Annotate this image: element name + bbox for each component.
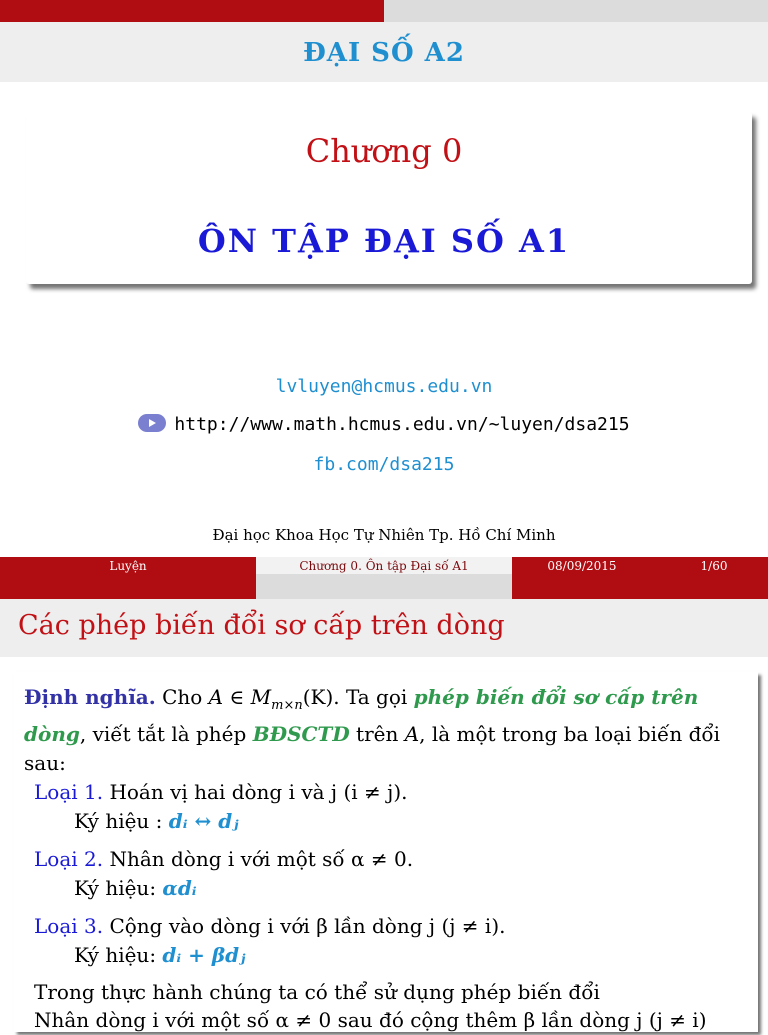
type3-text: Cộng vào dòng i với β lần dòng j (j ≠ i).: [103, 914, 506, 938]
practice-line-2: Nhân dòng i với một số α ≠ 0 sau đó cộng thêm β lần dòng j (j ≠ i): [34, 1008, 707, 1032]
chapter-title: Chương 0: [305, 132, 463, 170]
type1-symbol-label: Ký hiệu :: [74, 809, 169, 833]
chapter-subtitle: ÔN TẬP ĐẠI SỐ A1: [197, 222, 571, 260]
type1-symbol: dᵢ ↔ dⱼ: [168, 809, 239, 833]
footer-title: Chương 0. Ôn tập Đại số A1: [299, 559, 469, 573]
def-term-2: BĐSCTD: [252, 722, 350, 746]
facebook-link[interactable]: fb.com/dsa215: [313, 454, 455, 475]
type1-symbol-line: [74, 807, 768, 836]
play-icon: [138, 414, 166, 432]
type2-text: Nhân dòng i với một số α ≠ 0.: [103, 847, 414, 871]
definition-paragraph: [24, 683, 752, 778]
footer-page-number: 1/60: [700, 559, 728, 573]
def-text-2: . Ta gọi: [333, 685, 414, 709]
footer-author: Luyện: [109, 559, 147, 573]
type2-symbol: αdᵢ: [162, 876, 197, 900]
type2-label: Loại 2.: [34, 847, 104, 871]
type1-text: Hoán vị hai dòng i và j (i ≠ j).: [103, 780, 408, 804]
website-url[interactable]: http://www.math.hcmus.edu.vn/∼luyen/dsa215: [174, 414, 630, 435]
def-text-3: , viết tắt là phép: [79, 722, 253, 746]
type1-label: Loại 1.: [34, 780, 104, 804]
url-row[interactable]: [0, 414, 768, 435]
type3-symbol: dᵢ + βdⱼ: [162, 943, 246, 967]
def-text-4: trên: [349, 722, 405, 746]
def-text-5: , là một trong ba loại biến đổi sau:: [24, 722, 721, 775]
type2-line: [34, 845, 762, 874]
top-bar-red: [0, 0, 384, 22]
type2-symbol-line: [74, 874, 768, 903]
definition-label: Định nghĩa.: [24, 685, 156, 709]
type2-symbol-label: Ký hiệu:: [74, 876, 163, 900]
practice-line-1: Trong thực hành chúng ta có thể sử dụng phép biến đổi: [34, 980, 600, 1004]
def-math-1-sub: m×n: [271, 698, 303, 713]
type1-line: [34, 778, 762, 807]
top-bar-gray: [384, 0, 768, 22]
def-math-2: A: [404, 722, 420, 746]
slide2-title: Các phép biến đổi sơ cấp trên dòng: [18, 610, 505, 641]
email-link[interactable]: lvluyen@hcmus.edu.vn: [275, 376, 493, 397]
def-term-1: phép biến đổi sơ cấp trên dòng: [24, 685, 699, 746]
def-math-1: A ∈ M: [208, 685, 272, 709]
def-text-1: Cho: [155, 685, 209, 709]
type3-line: [34, 912, 762, 941]
footer-date: 08/09/2015: [547, 559, 617, 573]
type3-label: Loại 3.: [34, 914, 104, 938]
course-title: ĐẠI SỐ A2: [303, 38, 465, 68]
university-name: Đại học Khoa Học Tự Nhiên Tp. Hồ Chí Minh: [212, 526, 556, 544]
def-math-1-tail: (K): [302, 685, 334, 709]
type3-symbol-line: [74, 941, 768, 970]
type3-symbol-label: Ký hiệu:: [74, 943, 163, 967]
